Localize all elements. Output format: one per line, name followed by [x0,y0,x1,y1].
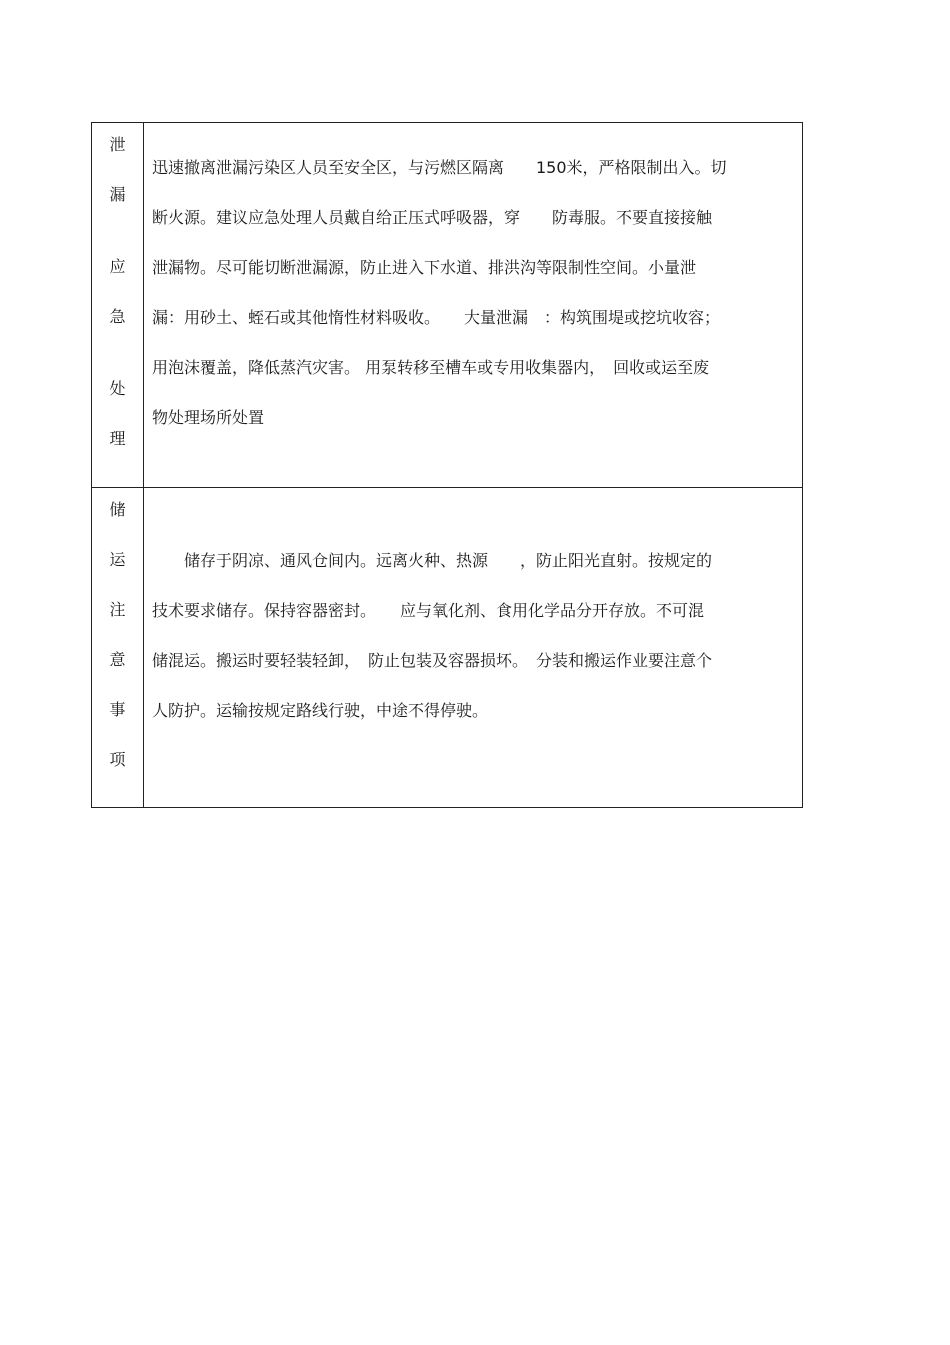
paragraph-line: 储混运。搬运时要轻装轻卸， 防止包装及容器损坏。 分装和搬运作业要注意个 [152,651,713,670]
msds-table [91,122,803,808]
paragraph-line: 技术要求储存。保持容器密封。 应与氧化剂、食用化学品分开存放。不可混 [152,601,705,620]
paragraph-line: 物处理场所处置 [152,408,265,427]
storage-transport-content [144,488,803,808]
label-char: 项 [109,750,126,769]
storage-transport-row [92,488,803,808]
label-char: 运 [109,550,126,569]
paragraph-line: 用泡沫覆盖，降低蒸汽灾害。 用泵转移至槽车或专用收集器内， 回收或运至废 [152,358,710,377]
label-char: 理 [109,429,126,448]
label-char: 意 [109,650,126,669]
storage-transport-label-cell [92,488,144,808]
label-char: 事 [109,700,126,719]
label-char: 漏 [109,185,126,204]
paragraph-line: 储存于阴凉、通风仓间内。远离火种、热源 ，防止阳光直射。按规定的 [152,551,713,570]
label-char: 泄 [109,135,126,154]
label-char: 储 [109,500,126,519]
label-char: 急 [109,307,126,326]
spill-response-content [144,123,803,488]
spill-response-row [92,123,803,488]
paragraph-line: 人防护。运输按规定路线行驶，中途不得停驶。 [152,701,489,720]
paragraph-line: 断火源。建议应急处理人员戴自给正压式呼吸器，穿 防毒服。不要直接接触 [152,208,713,227]
paragraph-line: 漏：用砂土、蛭石或其他惰性材料吸收。 大量泄漏 ：构筑围堤或挖坑收容； [152,308,721,327]
label-char: 注 [109,600,126,619]
label-char: 应 [109,257,126,276]
paragraph-line: 泄漏物。尽可能切断泄漏源，防止进入下水道、排洪沟等限制性空间。小量泄 [152,258,697,277]
spill-response-label-cell [92,123,144,488]
label-char: 处 [109,379,126,398]
paragraph-line: 迅速撤离泄漏污染区人员至安全区，与污燃区隔离 150米，严格限制出入。切 [152,158,727,177]
